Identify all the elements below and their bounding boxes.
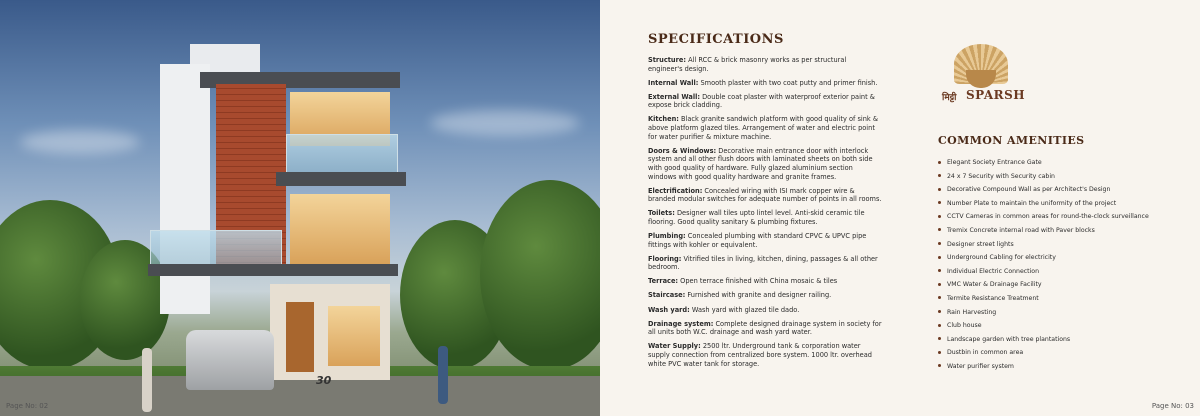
bullet-icon <box>938 283 941 286</box>
entrance-door <box>286 302 314 372</box>
spec-text: Black granite sandwich platform with good quality of sink & above platform glazed tiles. Arrangement of water and electric point for water purifier & mixture machine. <box>648 115 878 141</box>
amenity-item <box>938 197 1188 211</box>
amenities-title: COMMON AMENITIES <box>938 134 1085 147</box>
spec-text: Vitrified tiles in living, kitchen, dining, passages & all other bedroom. <box>648 254 878 272</box>
right-page <box>600 0 1200 416</box>
spec-text: Wash yard with glazed tile dado. <box>689 305 800 314</box>
spec-label: Doors & Windows: <box>648 146 717 155</box>
bullet-icon <box>938 364 941 367</box>
spec-label: Plumbing: <box>648 232 686 240</box>
spec-label: Electrification: <box>648 186 703 195</box>
spec-item <box>648 342 882 368</box>
spec-text: Concealed plumbing with standard CPVC & UPVC pipe fittings with kohler or equivalent. <box>648 232 867 249</box>
balcony-glass <box>286 134 398 176</box>
cloud <box>20 130 140 154</box>
amenity-item <box>938 170 1188 184</box>
spec-label: Toilets: <box>648 209 675 218</box>
spec-text: Smooth plaster with two coat putty and primer finish. <box>698 78 878 87</box>
spec-item <box>648 187 882 204</box>
bullet-icon <box>938 324 941 327</box>
spec-item <box>648 56 882 73</box>
spec-label: Wash yard: <box>648 305 690 314</box>
bullet-icon <box>938 228 941 231</box>
logo-hindi-text: मिट्टी <box>942 93 957 103</box>
amenity-item <box>938 319 1188 333</box>
page-number: Page No: 03 <box>1151 402 1194 410</box>
amenity-label: Landscape garden with tree plantations <box>947 335 1071 343</box>
amenity-item <box>938 251 1188 265</box>
amenity-label: Decorative Compound Wall as per Architect's Design <box>947 186 1111 194</box>
amenity-label: Water purifier system <box>947 362 1014 370</box>
amenity-label: Elegant Society Entrance Gate <box>947 159 1042 166</box>
amenity-item <box>938 278 1188 292</box>
spec-item <box>648 291 882 300</box>
amenity-label: Designer street lights <box>947 240 1014 248</box>
amenity-label: Number Plate to maintain the uniformity of the project <box>947 199 1117 207</box>
amenity-item <box>938 346 1188 360</box>
spec-item <box>648 209 882 226</box>
amenity-label: Underground Cabling for electricity <box>947 254 1056 262</box>
page-number: Page No: 02 <box>6 402 49 410</box>
amenity-item <box>938 183 1188 197</box>
amenity-label: VMC Water & Drainage Facility <box>947 281 1042 289</box>
bullet-icon <box>938 256 941 259</box>
cloud <box>430 110 580 136</box>
amenity-item <box>938 292 1188 306</box>
sparsh-logo <box>940 44 1026 110</box>
spec-label: External Wall: <box>648 92 700 101</box>
amenity-label: 24 x 7 Security with Security cabin <box>947 172 1055 180</box>
spec-label: Staircase: <box>648 291 686 300</box>
spec-item <box>648 255 882 272</box>
bullet-icon <box>938 310 941 313</box>
amenity-label: Tremix Concrete internal road with Paver blocks <box>947 226 1095 234</box>
amenity-item <box>938 306 1188 320</box>
spec-item <box>648 306 882 315</box>
spec-item <box>648 232 882 249</box>
spec-text: All RCC & brick masonry works as per structural engineer's design. <box>648 56 847 73</box>
logo-name: SPARSH <box>966 88 1026 102</box>
person <box>438 346 448 404</box>
spec-text: Complete designed drainage system in society for all units both W.C. drainage and wash yard water. <box>648 319 882 337</box>
specifications-title: SPECIFICATIONS <box>648 32 784 47</box>
amenity-item <box>938 265 1188 279</box>
spec-label: Water Supply: <box>648 342 701 351</box>
spec-item <box>648 147 882 181</box>
bullet-icon <box>938 201 941 204</box>
spec-label: Internal Wall: <box>648 78 699 87</box>
amenity-label: CCTV Cameras in common areas for round-the-clock surveillance <box>947 213 1149 221</box>
specifications-list <box>648 56 882 374</box>
amenity-item <box>938 238 1188 252</box>
house-number: 30 <box>316 374 332 387</box>
amenity-item <box>938 156 1188 170</box>
bullet-icon <box>938 215 941 218</box>
amenity-item <box>938 360 1188 374</box>
spec-text: Concealed wiring with ISI mark copper wire & branded modular switches for adequate number of points in all rooms. <box>648 186 882 204</box>
amenity-label: Dustbin in common area <box>947 349 1024 357</box>
bullet-icon <box>938 269 941 272</box>
amenity-item <box>938 333 1188 347</box>
spec-label: Kitchen: <box>648 115 679 124</box>
spec-text: 2500 ltr. Underground tank & corporation water supply connection from centralized bore system. 1000 ltr. overhead white PVC water tank for storage. <box>648 342 872 368</box>
spec-label: Drainage system: <box>648 319 714 328</box>
amenity-item <box>938 210 1188 224</box>
car <box>186 330 274 390</box>
spec-label: Flooring: <box>648 254 682 263</box>
spec-label: Structure: <box>648 56 686 64</box>
spec-text: Furnished with granite and designer railing. <box>685 291 832 300</box>
spec-text: Open terrace finished with China mosaic & tiles <box>678 277 838 286</box>
bullet-icon <box>938 242 941 245</box>
spec-item <box>648 277 882 286</box>
spec-item <box>648 93 882 110</box>
amenity-label: Club house <box>947 322 982 330</box>
amenity-label: Termite Resistance Treatment <box>947 294 1039 302</box>
bullet-icon <box>938 188 941 191</box>
bullet-icon <box>938 174 941 177</box>
spec-text: Double coat plaster with waterproof exterior paint & expose brick cladding. <box>648 92 875 110</box>
spec-text: Decorative main entrance door with interlock system and all other flush doors with laminated sheets on both side with good quality of hardware. Fully glazed aluminium section windows with good quality hardware and granite frames. <box>648 146 873 181</box>
amenity-label: Individual Electric Connection <box>947 267 1040 275</box>
spec-label: Terrace: <box>648 277 679 286</box>
spec-item <box>648 320 882 337</box>
person <box>142 348 152 412</box>
spec-item <box>648 115 882 141</box>
bullet-icon <box>938 337 941 340</box>
amenity-item <box>938 224 1188 238</box>
bullet-icon <box>938 296 941 299</box>
amenities-list <box>938 156 1188 374</box>
bullet-icon <box>938 161 941 164</box>
amenity-label: Rain Harvesting <box>947 308 997 316</box>
bullet-icon <box>938 351 941 354</box>
spec-text: Designer wall tiles upto lintel level. Anti-skid ceramic tile flooring. Good quality sanitary & plumbing fixtures. <box>648 209 865 226</box>
hands-icon <box>966 70 996 88</box>
spec-item <box>648 79 882 88</box>
